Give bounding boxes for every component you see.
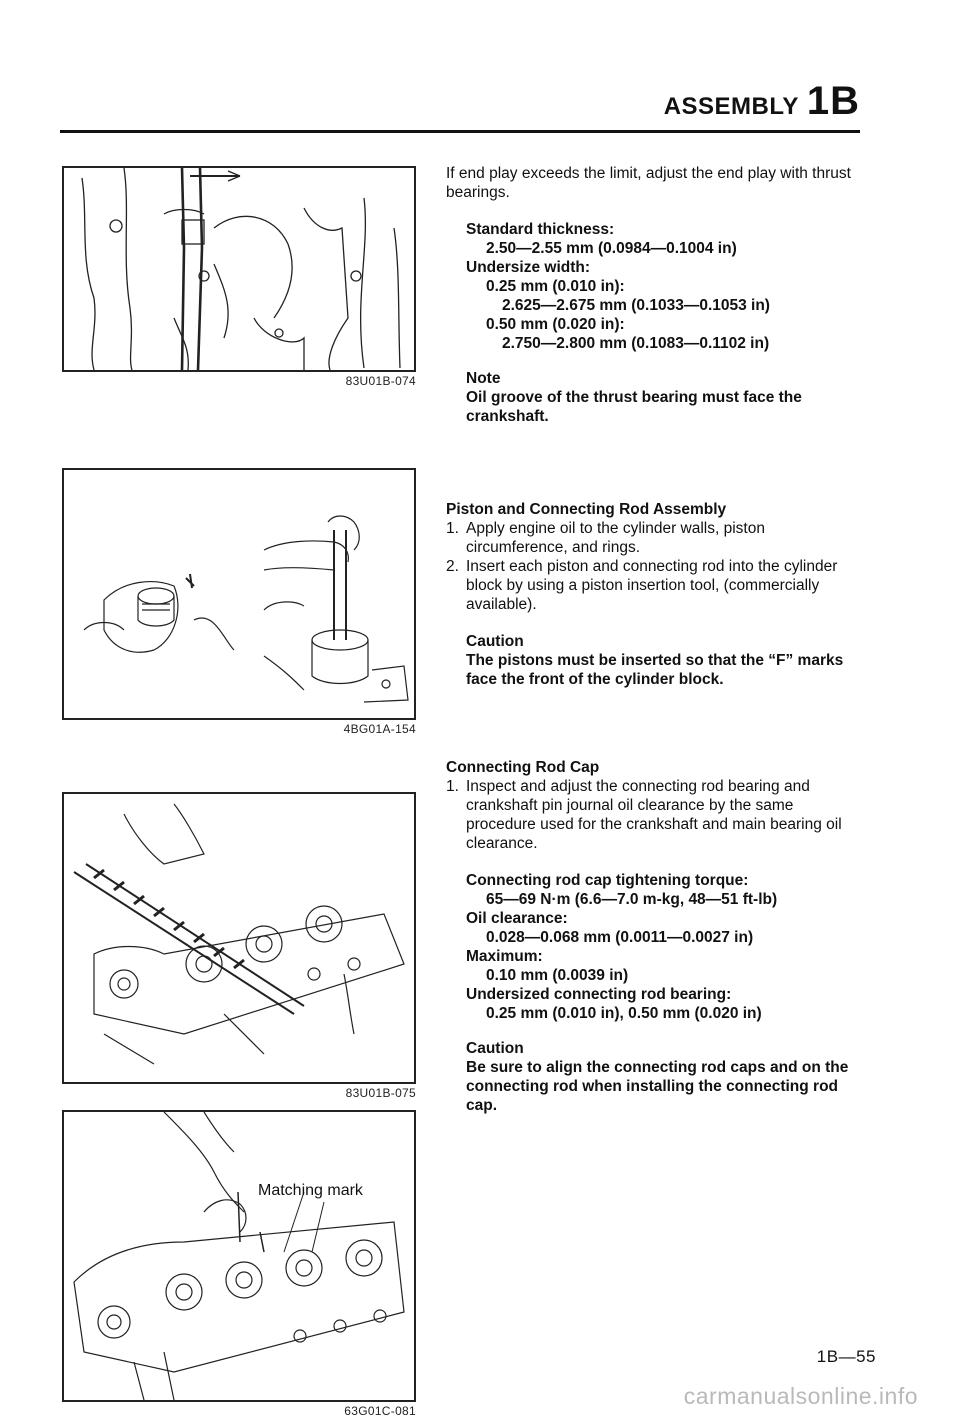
spec-line: 2.50—2.55 mm (0.0984—0.1004 in): [486, 240, 737, 257]
figure-code: 4BG01A-154: [343, 722, 416, 736]
section-heading: Connecting Rod Cap: [446, 759, 600, 776]
note-text: Oil groove of the thrust bearing must face the crankshaft.: [466, 389, 802, 425]
end-play-intro: If end play exceeds the limit, adjust the end play with thrust bearings.: [446, 165, 851, 201]
thrust-bearing-illustration: [64, 168, 414, 370]
note-block: [446, 369, 866, 426]
page-number: 1B—55: [816, 1347, 876, 1366]
piston-insertion-illustration: [64, 470, 414, 718]
step-number: 1.: [446, 778, 459, 795]
section-piston-assembly: [446, 500, 866, 689]
oil-clearance-illustration: [64, 794, 414, 1082]
spec-line: Undersized connecting rod bearing:: [466, 986, 732, 1003]
section-end-play: [446, 164, 866, 426]
spec-line: Maximum:: [466, 948, 543, 965]
step-number: 1.: [446, 520, 459, 537]
spec-line: 0.10 mm (0.0039 in): [486, 967, 629, 984]
spec-line: Standard thickness:: [466, 221, 615, 238]
spec-line: 0.50 mm (0.020 in):: [486, 316, 625, 333]
spec-line: Undersize width:: [466, 259, 591, 276]
figure-matching-mark-panel: [62, 1110, 416, 1402]
step-text: Inspect and adjust the connecting rod bearing and crankshaft pin journal oil clearance by the same procedure used for the crankshaft and main bearing oil clearance.: [466, 778, 842, 852]
matching-mark-label: Matching mark: [258, 1182, 363, 1199]
left-column: [0, 140, 440, 1417]
spec-line: Oil clearance:: [466, 910, 568, 927]
section-title: [664, 79, 860, 124]
figure-code: 63G01C-081: [344, 1404, 416, 1418]
right-column: [440, 140, 920, 1340]
section-heading: Piston and Connecting Rod Assembly: [446, 501, 727, 518]
step-item: [446, 777, 866, 853]
figure-piston-insertion-panel: [62, 468, 416, 720]
section-rod-cap: [446, 758, 866, 1115]
caution-block: [446, 632, 866, 689]
step-item: [446, 557, 866, 614]
thrust-spec-list: [446, 220, 866, 353]
section-code: 1B: [806, 79, 860, 123]
step-number: 2.: [446, 558, 459, 575]
matching-mark-illustration: [64, 1112, 414, 1400]
section-word: ASSEMBLY: [663, 93, 799, 120]
spec-line: 0.25 mm (0.010 in), 0.50 mm (0.020 in): [486, 1005, 762, 1022]
step-text: Apply engine oil to the cylinder walls, piston circumference, and rings.: [466, 520, 765, 556]
caution-text: Be sure to align the connecting rod caps and on the connecting rod when installing the connecting rod cap.: [466, 1059, 849, 1114]
watermark: carmanualsonline.info: [683, 1383, 918, 1409]
figure-thrust-bearing-panel: [62, 166, 416, 372]
spec-line: 2.625—2.675 mm (0.1033—0.1053 in): [502, 297, 770, 314]
caution-title: Caution: [466, 633, 524, 650]
spec-line: 0.028—0.068 mm (0.0011—0.0027 in): [486, 929, 754, 946]
page-header: [60, 78, 860, 133]
spec-line: Connecting rod cap tightening torque:: [466, 872, 749, 889]
spec-line: 65—69 N·m (6.6—7.0 m-kg, 48—51 ft-lb): [486, 891, 778, 908]
figure-plastigage-panel: [62, 792, 416, 1084]
step-text: Insert each piston and connecting rod into the cylinder block by using a piston insertion tool, (commercially available).: [466, 558, 838, 613]
caution-block: [446, 1039, 866, 1115]
spec-line: 2.750—2.800 mm (0.1083—0.1102 in): [502, 335, 770, 352]
rod-cap-spec-list: [446, 871, 866, 1023]
step-item: [446, 519, 866, 557]
note-title: Note: [466, 370, 501, 387]
caution-title: Caution: [466, 1040, 524, 1057]
figure-code: 83U01B-075: [345, 1086, 416, 1100]
spec-line: 0.25 mm (0.010 in):: [486, 278, 625, 295]
caution-text: The pistons must be inserted so that the “F” marks face the front of the cylinder block.: [466, 652, 844, 688]
figure-code: 83U01B-074: [345, 374, 416, 388]
